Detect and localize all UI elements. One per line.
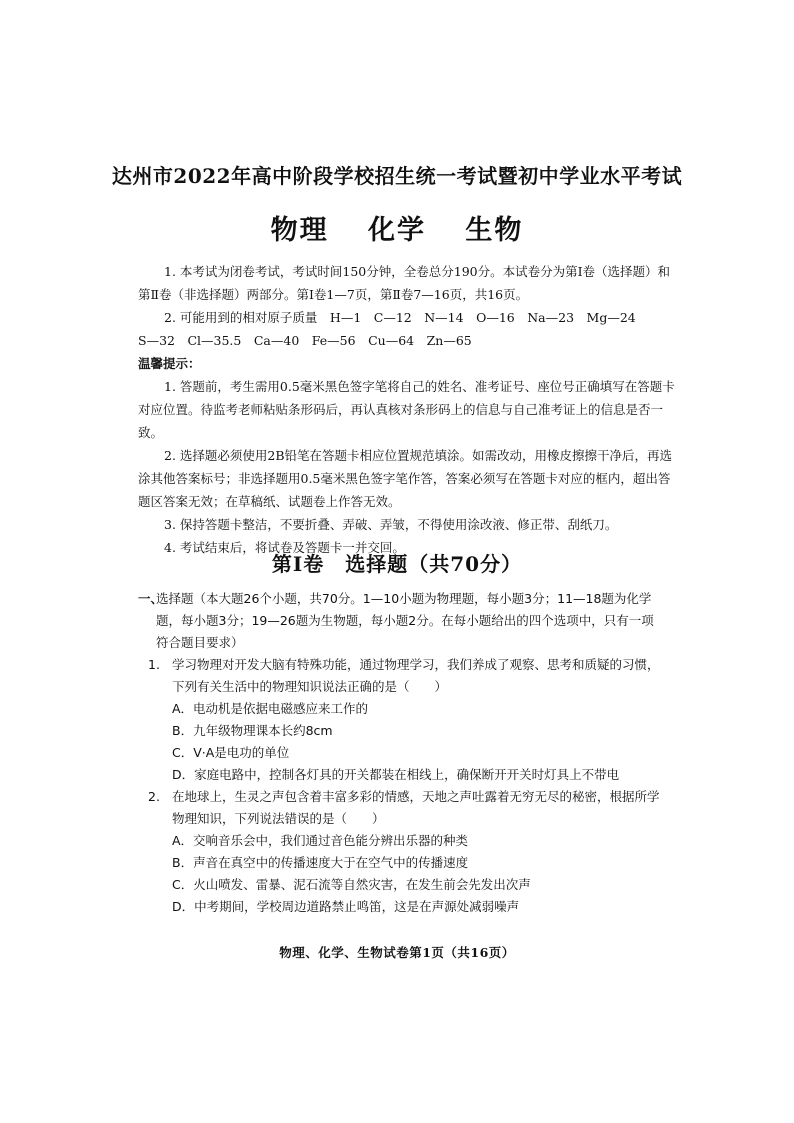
part-instructions: 选择题（本大题26个小题，共70分。1—10小题为物理题，每小题3分；11—18题为化学题，每小题3分；19—26题为生物题，每小题2分。在每小题给出的四个选项中，只有一项符合题目要求） — [156, 591, 654, 650]
subject-chemistry: 化学 — [368, 215, 426, 246]
question-stem — [140, 654, 660, 698]
part-heading — [140, 588, 660, 654]
option-b: B．九年级物理课本长约8cm — [172, 723, 333, 738]
note-2-intro: 2. 可能用到的相对原子质量 — [164, 310, 318, 325]
note-1: 1. 本考试为闭卷考试，考试时间150分钟，全卷总分190分。本试卷分为第Ⅰ卷（选择题）和第Ⅱ卷（非选择题）两部分。第Ⅰ卷1—7页，第Ⅱ卷7—16页，共16页。 — [138, 264, 671, 302]
option-c: C．火山喷发、雷暴、泥石流等自然灾害，在发生前会先发出次声 — [172, 877, 531, 892]
option-a: A．电动机是依据电磁感应来工作的 — [172, 701, 369, 716]
question-number: 2. — [148, 789, 160, 804]
atomic-masses-line-1: H—1 C—12 N—14 O—16 Na—23 Mg—24 — [329, 310, 636, 325]
option-d: D．中考期间，学校周边道路禁止鸣笛，这是在声源处减弱噪声 — [172, 899, 520, 914]
question-2 — [140, 786, 660, 918]
question-1 — [140, 654, 660, 786]
tip-item: 2. 选择题必须使用2B铅笔在答题卡相应位置规范填涂。如需改动，用橡皮擦擦干净后，再选涂其他答案标号；非选择题用0.5毫米黑色签字笔作答，答案必须写在答题卡对应的框内，超出答题区答案无效；在草稿纸、试题卷上作答无效。 — [138, 448, 673, 509]
question-list — [140, 588, 660, 918]
question-number: 1. — [148, 657, 160, 672]
option-a: A．交响音乐会中，我们通过音色能分辨出乐器的种类 — [172, 833, 469, 848]
page-footer: 物理、化学、生物试卷第1页（共16页） — [279, 945, 515, 960]
option-d: D．家庭电路中，控制各灯具的开关都装在相线上，确保断开开关时灯具上不带电 — [172, 767, 620, 782]
exam-title: 达州市2022年高中阶段学校招生统一考试暨初中学业水平考试 — [111, 164, 683, 188]
atomic-masses-line-2: S—32 Cl—35.5 Ca—40 Fe—56 Cu—64 Zn—65 — [138, 333, 472, 348]
subject-titles — [0, 208, 794, 247]
question-text: 在地球上，生灵之声包含着丰富多彩的情感，天地之声吐露着无穷无尽的秘密，根据所学物理知识，下列说法错误的是（ ） — [172, 789, 660, 826]
question-text: 学习物理对开发大脑有特殊功能，通过物理学习，我们养成了观察、思考和质疑的习惯，下列有关生活中的物理知识说法正确的是（ ） — [172, 657, 660, 694]
part-number: 一、 — [138, 591, 164, 606]
tip-item: 1. 答题前，考生需用0.5毫米黑色签字笔将自己的姓名、准考证号、座位号正确填写在答题卡对应位置。待监考老师粘贴条形码后，再认真核对条形码上的信息与自己准考证上的信息是否一致。 — [138, 379, 675, 440]
note-2 — [138, 306, 678, 329]
question-stem — [140, 786, 660, 830]
tip-item: 4. 考试结束后，将试卷及答题卡一并交回。 — [164, 540, 405, 555]
option-b: B．声音在真空中的传播速度大于在空气中的传播速度 — [172, 855, 469, 870]
exam-notes — [138, 260, 678, 559]
tips-title: 温馨提示： — [138, 356, 201, 371]
option-c: C．V·A是电功的单位 — [172, 745, 290, 760]
section-title: 第Ⅰ卷 选择题（共70分） — [271, 552, 523, 576]
subject-physics: 物理 — [270, 215, 329, 246]
tip-item: 3. 保持答题卡整洁，不要折叠、弄破、弄皱，不得使用涂改液、修正带、刮纸刀。 — [164, 517, 618, 532]
subject-biology: 生物 — [465, 215, 524, 246]
